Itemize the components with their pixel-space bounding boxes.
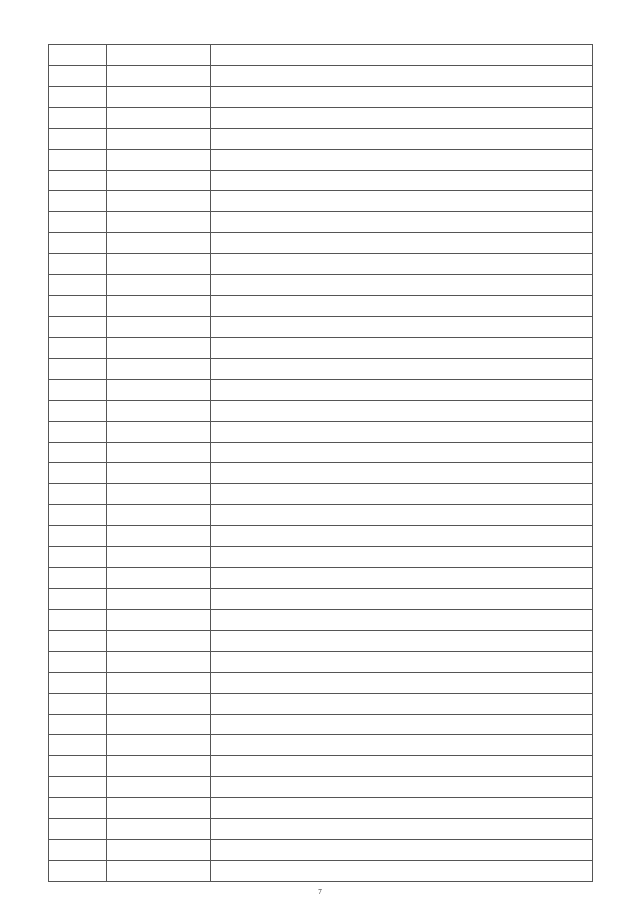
revenue-description-cell [211,149,593,170]
table-row [49,609,593,630]
table-row [49,296,593,317]
table-row [49,756,593,777]
table-row [49,128,593,149]
classification-code-cell [107,630,211,651]
administrator-code-cell [49,630,107,651]
revenue-description-cell [211,421,593,442]
classification-code-cell [107,128,211,149]
revenue-description-cell [211,630,593,651]
administrator-code-cell [49,421,107,442]
classification-code-cell [107,191,211,212]
administrator-code-cell [49,86,107,107]
classification-code-cell [107,379,211,400]
revenue-description-cell [211,400,593,421]
revenue-description-cell [211,337,593,358]
classification-code-cell [107,526,211,547]
revenue-description-cell [211,672,593,693]
classification-code-cell [107,296,211,317]
administrator-code-cell [49,212,107,233]
revenue-description-cell [211,254,593,275]
revenue-description-cell [211,442,593,463]
table-body [49,45,593,882]
table-row [49,860,593,881]
administrator-code-cell [49,860,107,881]
administrator-code-cell [49,463,107,484]
classification-code-cell [107,840,211,861]
classification-code-cell [107,442,211,463]
table-row [49,379,593,400]
classification-code-cell [107,735,211,756]
revenue-description-cell [211,191,593,212]
administrator-code-cell [49,149,107,170]
revenue-description-cell [211,756,593,777]
administrator-code-cell [49,798,107,819]
table-row [49,170,593,191]
table-row [49,840,593,861]
table-row [49,107,593,128]
revenue-description-cell [211,296,593,317]
section-header-row [49,442,593,463]
table-row [49,316,593,337]
revenue-description-cell [211,860,593,881]
table-row [49,149,593,170]
classification-code-cell [107,45,211,66]
revenue-description-cell [211,526,593,547]
classification-code-cell [107,170,211,191]
classification-code-cell [107,463,211,484]
classification-code-cell [107,609,211,630]
administrator-code-cell [49,316,107,337]
administrator-code-cell [49,484,107,505]
administrator-code-cell [49,693,107,714]
revenue-description-cell [211,651,593,672]
table-row [49,275,593,296]
revenue-description-cell [211,798,593,819]
revenue-description-cell [211,316,593,337]
revenue-description-cell [211,735,593,756]
classification-code-cell [107,756,211,777]
table-row [49,547,593,568]
revenue-description-cell [211,463,593,484]
administrator-code-cell [49,568,107,589]
administrator-code-cell [49,358,107,379]
table-row [49,484,593,505]
table-row [49,526,593,547]
page-number: 7 [318,888,322,896]
administrator-code-cell [49,275,107,296]
administrator-code-cell [49,609,107,630]
revenue-description-cell [211,505,593,526]
revenue-description-cell [211,568,593,589]
administrator-code-cell [49,191,107,212]
revenue-description-cell [211,840,593,861]
administrator-code-cell [49,45,107,66]
administrator-code-cell [49,337,107,358]
administrator-code-cell [49,400,107,421]
classification-code-cell [107,672,211,693]
table-row [49,45,593,66]
administrator-code-cell [49,840,107,861]
table-row [49,421,593,442]
revenue-description-cell [211,379,593,400]
administrator-code-cell [49,170,107,191]
classification-code-cell [107,568,211,589]
classification-code-cell [107,798,211,819]
revenue-description-cell [211,588,593,609]
administrator-code-cell [49,107,107,128]
classification-code-cell [107,337,211,358]
administrator-code-cell [49,65,107,86]
classification-code-cell [107,254,211,275]
revenue-description-cell [211,170,593,191]
classification-code-cell [107,421,211,442]
classification-code-cell [107,547,211,568]
classification-code-cell [107,212,211,233]
classification-code-cell [107,107,211,128]
table-row [49,254,593,275]
classification-code-cell [107,316,211,337]
revenue-description-cell [211,275,593,296]
revenue-description-cell [211,358,593,379]
classification-code-cell [107,65,211,86]
classification-code-cell [107,714,211,735]
table-row [49,505,593,526]
revenue-description-cell [211,86,593,107]
administrator-code-cell [49,588,107,609]
administrator-code-cell [49,651,107,672]
revenue-description-cell [211,128,593,149]
revenue-description-cell [211,107,593,128]
classification-code-cell [107,588,211,609]
administrator-code-cell [49,547,107,568]
table-row [49,630,593,651]
classification-code-cell [107,400,211,421]
table-row [49,358,593,379]
revenue-description-cell [211,233,593,254]
section-header-row [49,568,593,589]
classification-code-cell [107,275,211,296]
table-row [49,714,593,735]
classification-code-cell [107,651,211,672]
revenue-classification-table [48,44,592,882]
administrator-code-cell [49,819,107,840]
administrator-code-cell [49,756,107,777]
revenue-description-cell [211,212,593,233]
administrator-code-cell [49,379,107,400]
classification-code-cell [107,86,211,107]
administrator-code-cell [49,735,107,756]
administrator-code-cell [49,714,107,735]
revenue-description-cell [211,45,593,66]
revenue-description-cell [211,547,593,568]
revenue-description-cell [211,609,593,630]
table-row [49,212,593,233]
table-row [49,777,593,798]
administrator-code-cell [49,505,107,526]
classification-code-cell [107,693,211,714]
table-row [49,672,593,693]
table-row [49,651,593,672]
administrator-code-cell [49,442,107,463]
revenue-description-cell [211,714,593,735]
classification-code-cell [107,484,211,505]
table-row [49,337,593,358]
table-row [49,693,593,714]
classification-code-cell [107,233,211,254]
section-header-row [49,191,593,212]
revenue-description-cell [211,65,593,86]
classification-code-cell [107,149,211,170]
revenue-description-cell [211,484,593,505]
table-row [49,588,593,609]
classification-code-cell [107,505,211,526]
administrator-code-cell [49,128,107,149]
administrator-code-cell [49,254,107,275]
table-row [49,400,593,421]
classification-code-cell [107,819,211,840]
administrator-code-cell [49,233,107,254]
classification-code-cell [107,777,211,798]
administrator-code-cell [49,526,107,547]
table-row [49,819,593,840]
table-row [49,735,593,756]
classification-code-cell [107,358,211,379]
revenue-description-cell [211,693,593,714]
administrator-code-cell [49,672,107,693]
table-row [49,463,593,484]
table-row [49,86,593,107]
revenue-description-cell [211,777,593,798]
revenue-description-cell [211,819,593,840]
table-row [49,65,593,86]
table-row [49,233,593,254]
table-row [49,798,593,819]
administrator-code-cell [49,777,107,798]
classification-code-cell [107,860,211,881]
administrator-code-cell [49,296,107,317]
